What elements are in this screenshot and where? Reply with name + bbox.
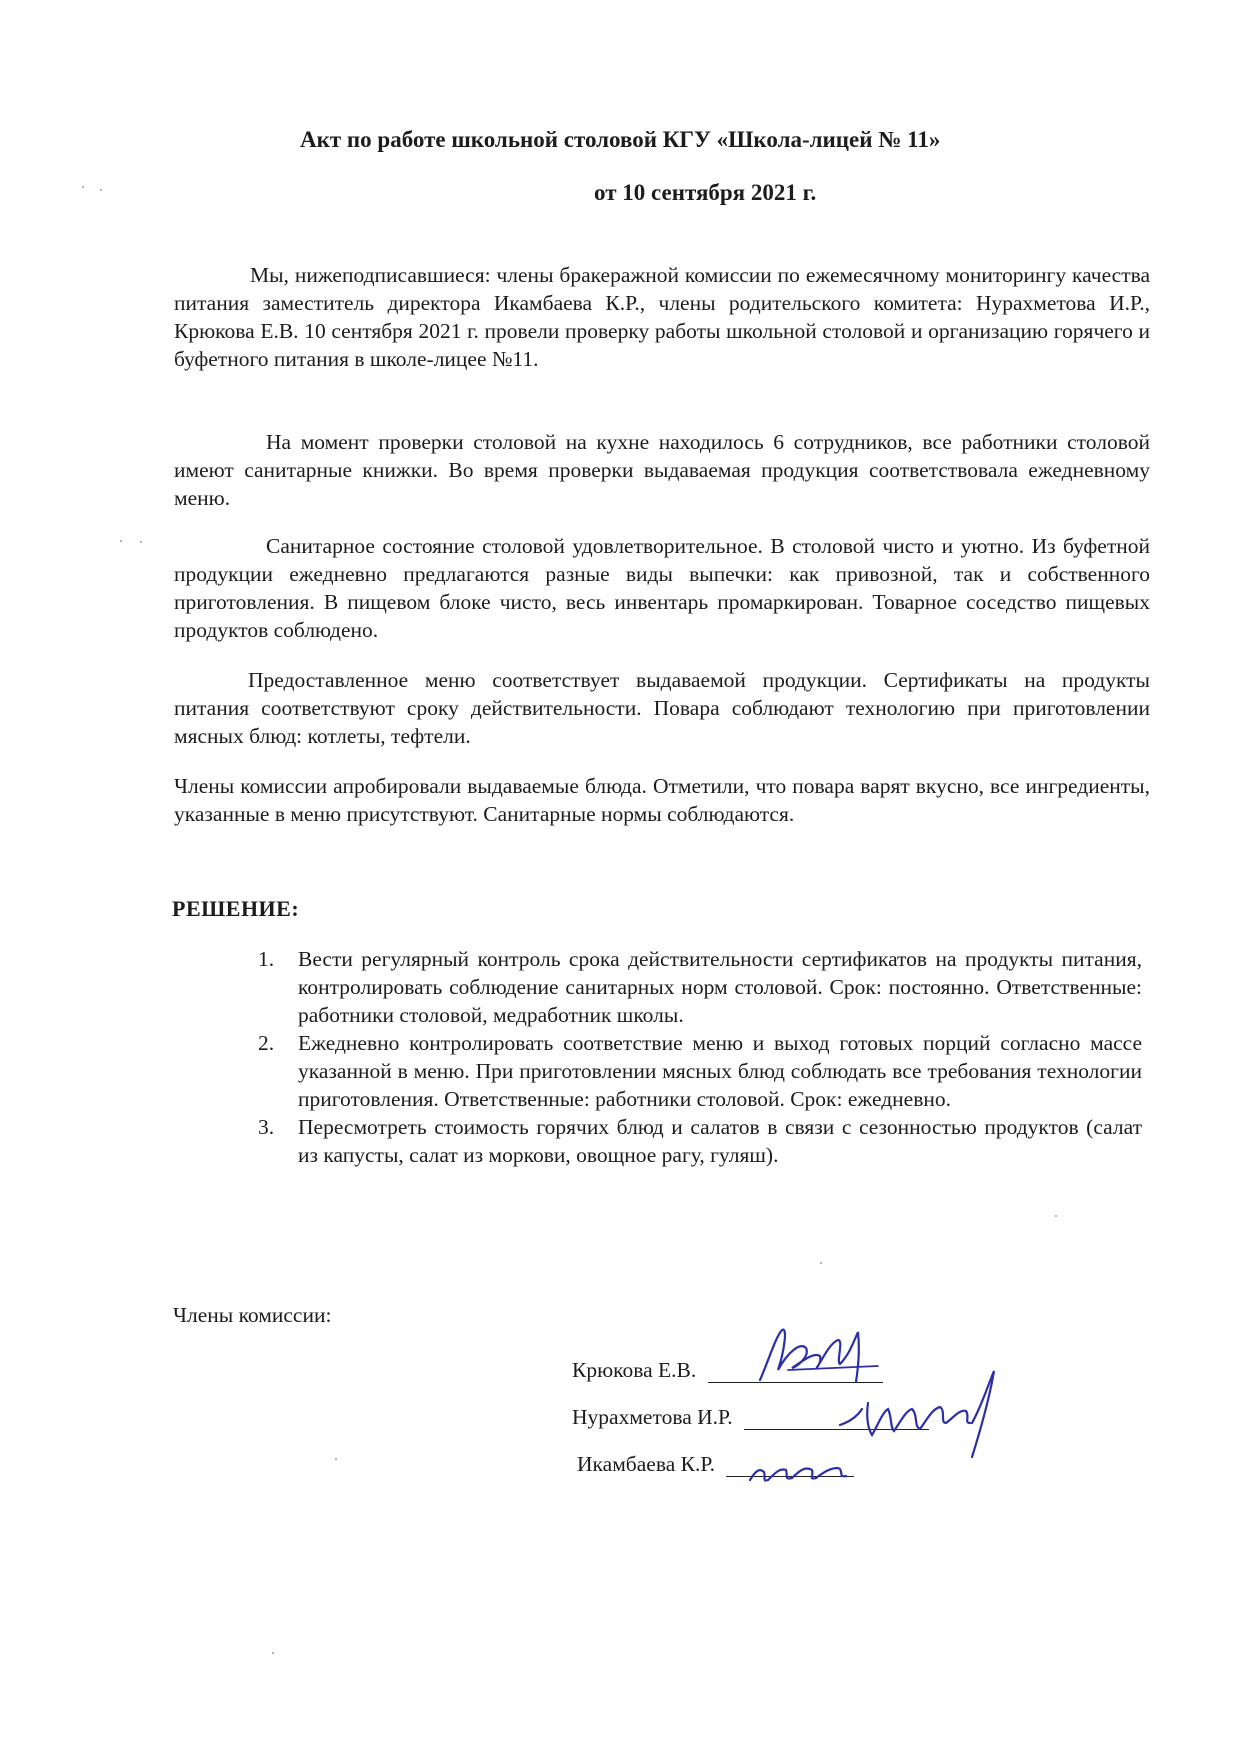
decision-item-number: 1. — [258, 947, 275, 971]
member-name: Крюкова Е.В. — [572, 1358, 697, 1382]
document-title: Акт по работе школьной столовой КГУ «Школа-лицей № 11» — [300, 127, 941, 152]
scan-speck — [335, 1458, 337, 1460]
member-name: Икамбаева К.Р. — [577, 1452, 715, 1476]
scan-speck — [140, 541, 142, 543]
decision-list — [258, 945, 1142, 1169]
decision-item-text: Ежедневно контролировать соответствие меню и выход готовых порций согласно массе указанной в меню. При приготовлении мясных блюд соблюдать все требования технологии приготовления. Ответственные: работники столовой. Срок: ежедневно. — [298, 1031, 1142, 1111]
paragraph-tasting: Члены комиссии апробировали выдаваемые блюда. Отметили, что повара варят вкусно, все ингредиенты, указанные в меню присутствуют. Санитарные нормы соблюдаются. — [174, 774, 1150, 826]
paragraph-staff: На момент проверки столовой на кухне находилось 6 сотрудников, все работники столовой имеют санитарные книжки. Во время проверки выдаваемая продукция соответствовала ежедневному меню. — [174, 430, 1150, 510]
scan-speck — [100, 189, 102, 191]
paragraph-sanitary: Санитарное состояние столовой удовлетворительное. В столовой чисто и уютно. Из буфетной продукции ежедневно предлагаются разные виды выпечки: как привозной, так и собственного приготовления. В пищевом блоке чисто, весь инвентарь промаркирован. Товарное соседство пищевых продуктов соблюдено. — [174, 534, 1150, 642]
scan-speck — [82, 186, 84, 188]
decision-item-text: Пересмотреть стоимость горячих блюд и салатов в связи с сезонностью продуктов (салат из капусты, салат из моркови, овощное рагу, гуляш). — [298, 1115, 1142, 1167]
decision-item-number: 3. — [258, 1115, 275, 1139]
decision-item-text: Вести регулярный контроль срока действительности сертификатов на продукты питания, контролировать соблюдение санитарных норм столовой. Срок: постоянно. Ответственные: работники столовой, медработник школы. — [298, 947, 1142, 1027]
paragraph-menu: Предоставленное меню соответствует выдаваемой продукции. Сертификаты на продукты питания соответствуют сроку действительности. Повара соблюдают технологию при приготовлении мясных блюд: котлеты, тефтели. — [174, 668, 1150, 748]
decision-item — [258, 1029, 1142, 1113]
scan-speck — [1055, 1215, 1057, 1217]
scan-speck — [820, 1262, 822, 1264]
decision-item — [258, 1113, 1142, 1169]
scan-speck — [272, 1652, 274, 1654]
decision-item-number: 2. — [258, 1031, 275, 1055]
commission-members-label: Члены комиссии: — [173, 1303, 332, 1327]
member-name: Нурахметова И.Р. — [572, 1405, 733, 1429]
document-date: от 10 сентября 2021 г. — [594, 180, 817, 205]
paragraph-commission: Мы, нижеподписавшиеся: члены бракеражной комиссии по ежемесячному мониторингу качества питания заместитель директора Икамбаева К.Р., члены родительского комитета: Нурахметова И.Р., Крюкова Е.В. 10 сентября 2021 г. провели проверку работы школьной столовой и организацию горячего и буфетного питания в школе-лицее №11. — [174, 263, 1150, 371]
scan-speck — [120, 540, 122, 542]
decision-item — [258, 945, 1142, 1029]
handwritten-signature-ikambaeva — [742, 1450, 862, 1490]
decision-heading: РЕШЕНИЕ: — [172, 896, 300, 921]
